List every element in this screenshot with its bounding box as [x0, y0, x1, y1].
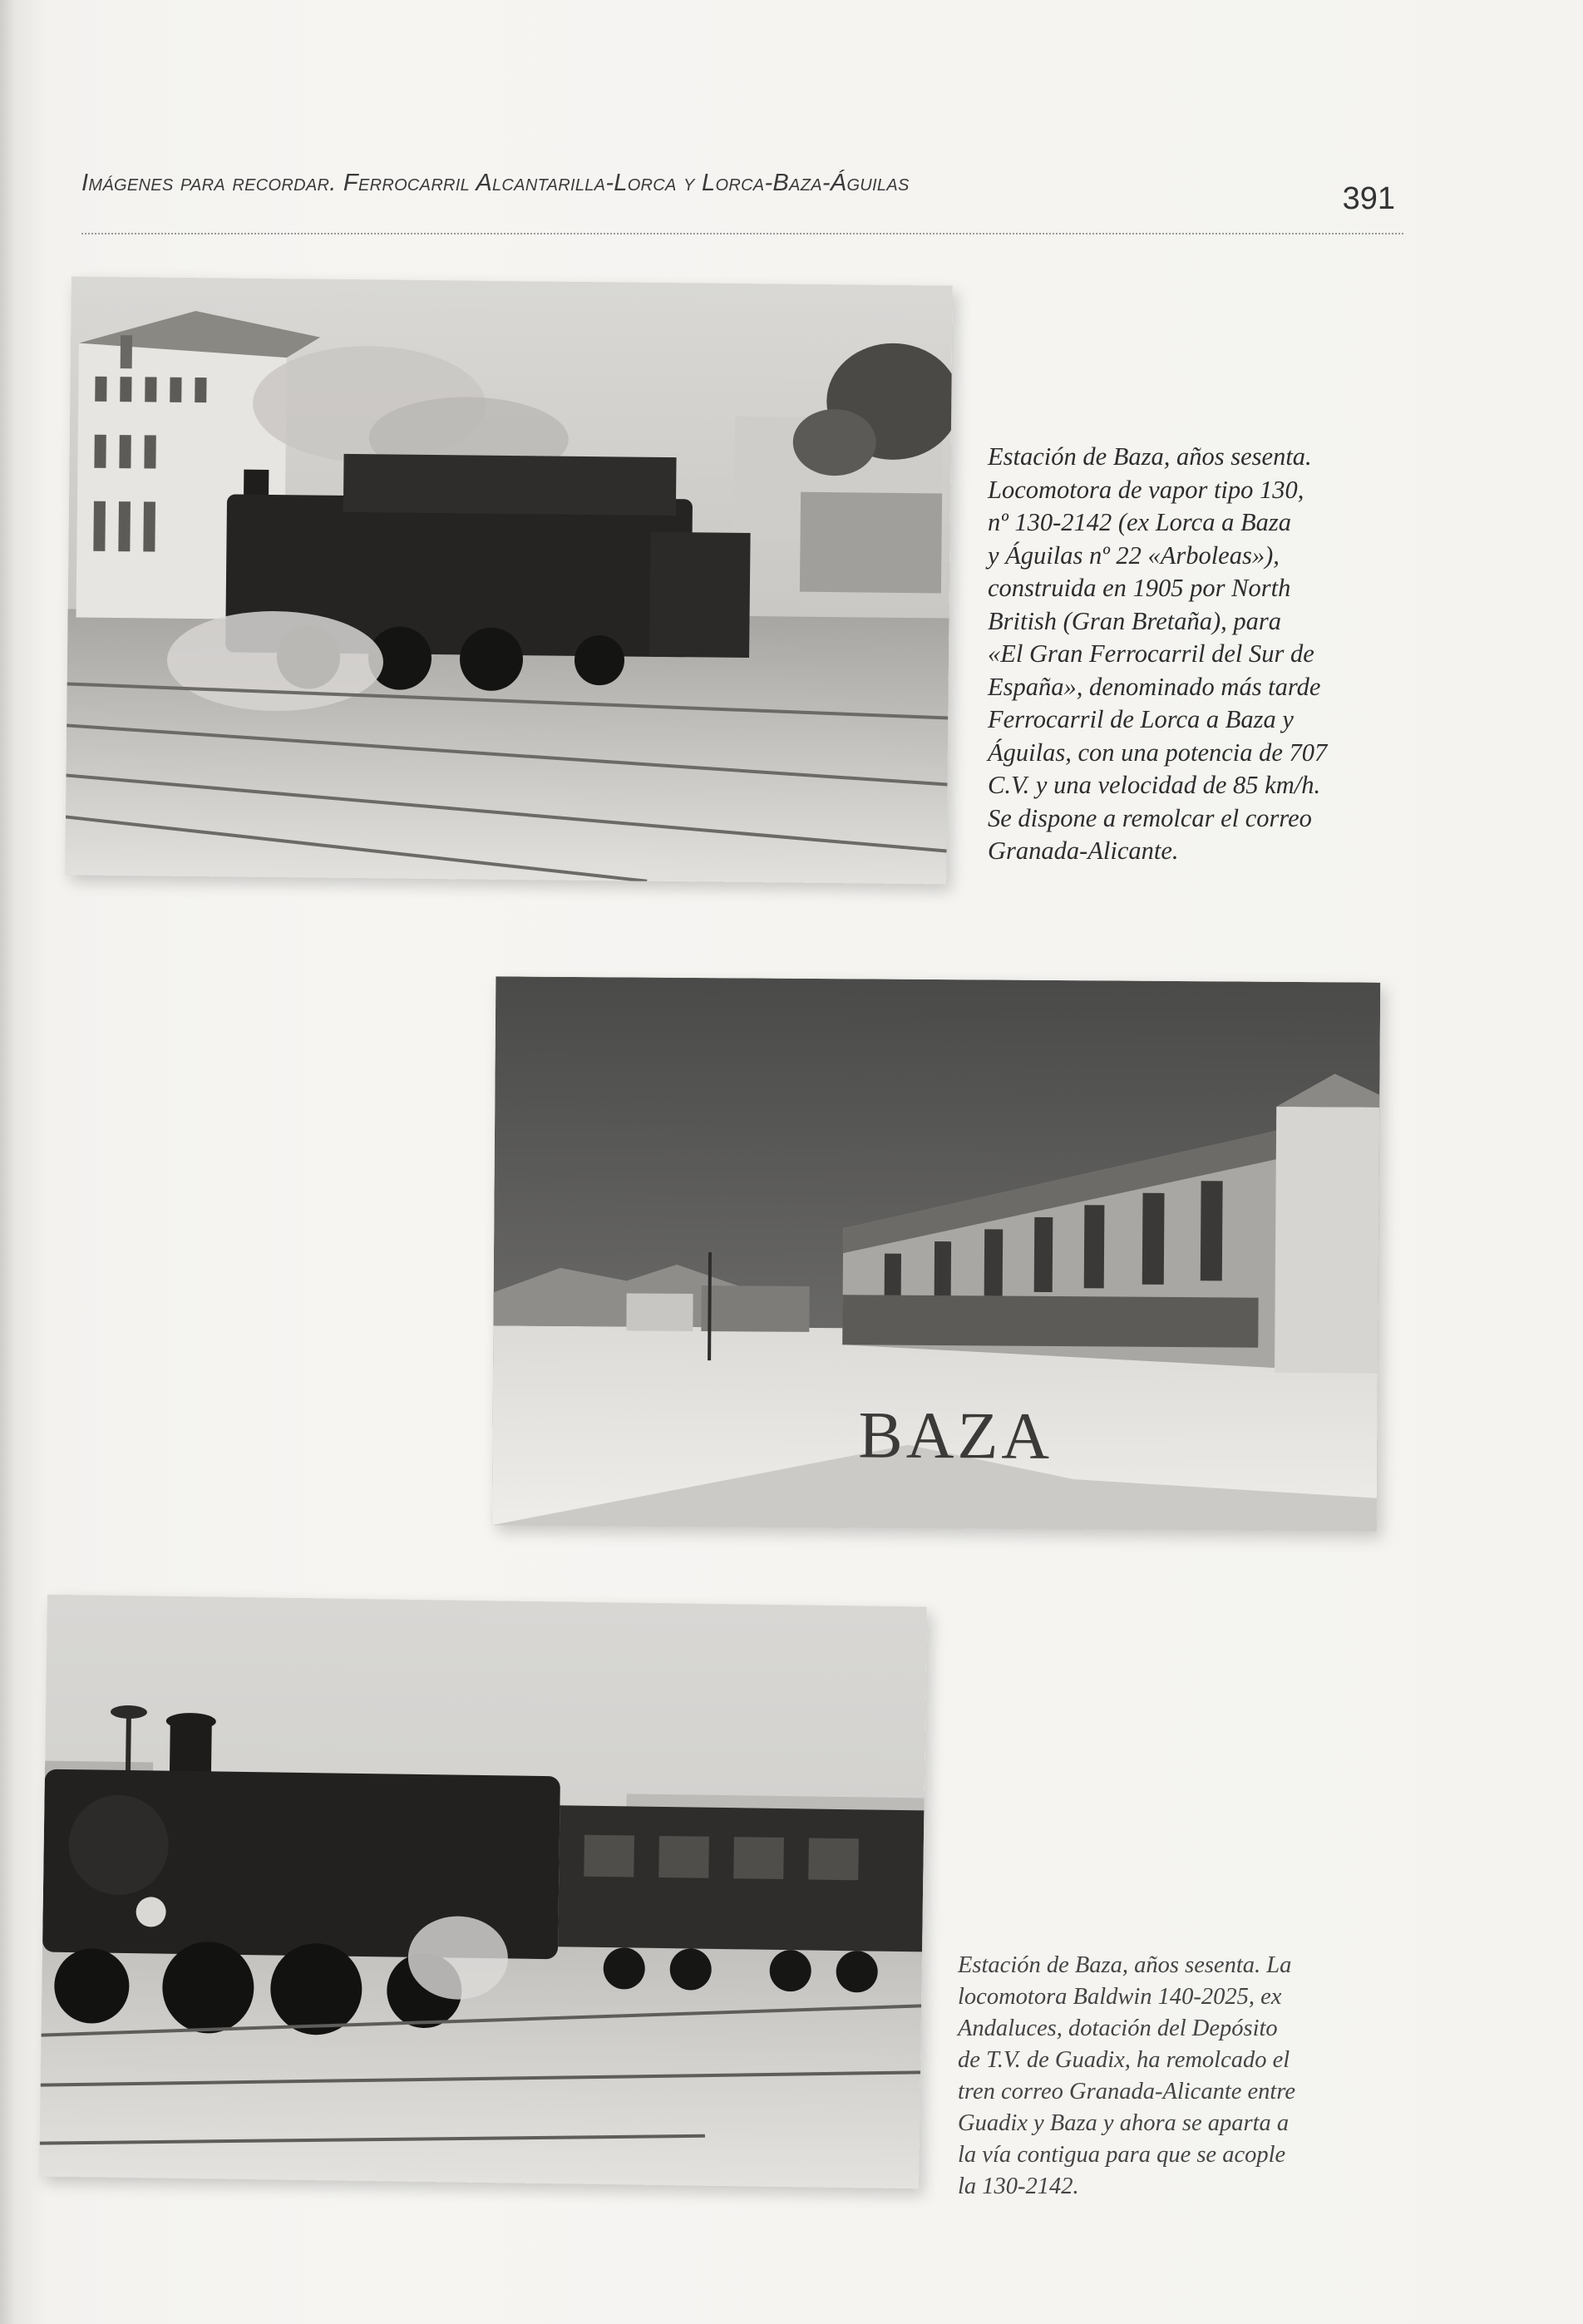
running-header [81, 165, 1403, 234]
photo-steam-locomotive-image [65, 276, 952, 884]
photo-train-baza [39, 1595, 927, 2189]
photo-baza-station-image [492, 976, 1381, 1531]
header-title: Imágenes para recordar. Ferrocarril Alcantarilla-Lorca y Lorca-Baza-Águilas [81, 170, 910, 196]
photo-train-baza-image [39, 1595, 927, 2189]
caption-locomotive-130-2142: Estación de Baza, años sesenta. Locomotora de vapor tipo 130, nº 130-2142 (ex Lorca a Baza y Águilas nº 22 «Arboleas»), construida en 1905 por North British (Gran Bretaña), para «El Gran Ferrocarril del Sur de España», denominado más tarde Ferrocarril de Lorca a Baza y Águilas, con una potencia de 707 C.V. y una velocidad de 85 km/h. Se dispone a remolcar el correo Granada-Alicante. [988, 442, 1328, 865]
caption-baldwin-140-2025: Estación de Baza, años sesenta. La locomotora Baldwin 140-2025, ex Andaluces, dotación del Depósito de T.V. de Guadix, ha remolcado el tren correo Granada-Alicante entre Guadix y Baza y ahora se aparta a la vía contigua para que se acople la 130-2142. [958, 1952, 1296, 2199]
page-number: 391 [1342, 181, 1395, 216]
photo-baza-station [492, 976, 1381, 1531]
photo-steam-locomotive [65, 276, 952, 884]
station-sign-baza: BAZA [858, 1399, 1053, 1473]
